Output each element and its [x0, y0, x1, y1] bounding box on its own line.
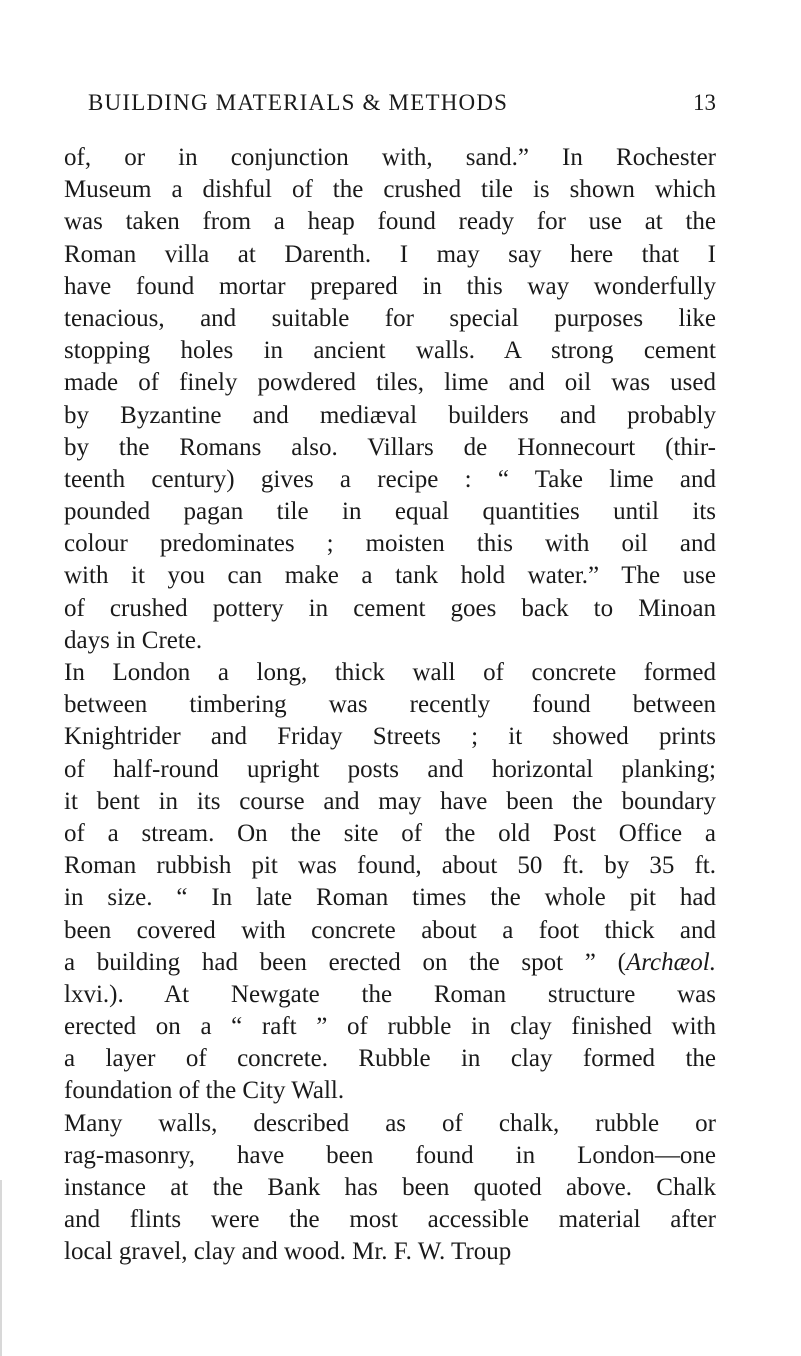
text-line: lxvi.). At Newgate the Roman structure was — [64, 980, 716, 1008]
page-edge-shadow — [0, 1180, 2, 1356]
text-line: pounded pagan tile in equal quantities until its — [64, 498, 716, 526]
text-line: Many walls, described as of chalk, rubble or — [64, 1109, 716, 1137]
text-line: erected on a “ raft ” of rubble in clay finished with — [64, 1013, 716, 1041]
text-line: by Byzantine and mediæval builders and probably — [64, 401, 716, 429]
running-head-title: BUILDING MATERIALS & METHODS — [88, 90, 509, 115]
text-line: a layer of concrete. Rubble in clay formed the — [64, 1045, 716, 1073]
text-line: Roman villa at Darenth. I may say here that I — [64, 240, 716, 268]
text-line: days in Crete. — [64, 626, 203, 654]
text-line: by the Romans also. Villars de Honnecourt (thir- — [64, 433, 716, 461]
text-line: it bent in its course and may have been the boundary — [64, 787, 716, 815]
text-line: instance at the Bank has been quoted above. Chalk — [64, 1174, 716, 1201]
text-line: stopping holes in ancient walls. A strong cement — [64, 337, 716, 365]
text-line: have found mortar prepared in this way wonderfully — [64, 272, 716, 300]
text-line: colour predominates ; moisten this with oil and — [64, 530, 716, 558]
text-segment: a building had been erected on the spot ” ( — [64, 948, 626, 976]
text-line: of a stream. On the site of the old Post Office a — [64, 819, 716, 847]
text-line: been covered with concrete about a foot thick and — [64, 916, 716, 944]
text-line: tenacious, and suitable for special purposes like — [64, 304, 716, 332]
text-line: of crushed pottery in cement goes back to Minoan — [64, 594, 716, 622]
text-line: Museum a dishful of the crushed tile is shown which — [64, 176, 716, 204]
running-head — [88, 90, 716, 124]
text-line: between timbering was recently found between — [64, 691, 716, 719]
text-line: and flints were the most accessible material after — [64, 1206, 716, 1234]
text-line: rag-masonry, have been found in London—one — [64, 1141, 716, 1169]
text-line-with-citation — [64, 947, 716, 979]
text-line: local gravel, clay and wood. Mr. F. W. Troup — [64, 1238, 512, 1266]
body-text — [64, 142, 716, 1269]
text-line: in size. “ In late Roman times the whole pit had — [64, 884, 716, 912]
text-line: Roman rubbish pit was found, about 50 ft. by 35 ft. — [64, 852, 716, 880]
text-line: In London a long, thick wall of concrete formed — [64, 659, 716, 686]
text-line: foundation of the City Wall. — [64, 1077, 345, 1105]
text-line: with it you can make a tank hold water.” The use — [64, 562, 716, 590]
text-line: made of finely powdered tiles, lime and oil was used — [64, 369, 716, 397]
text-line: of half-round upright posts and horizontal planking; — [64, 755, 716, 783]
citation-italic: Archæol. — [625, 948, 716, 976]
text-line: teenth century) gives a recipe : “ Take lime and — [64, 465, 716, 493]
text-line: of, or in conjunction with, sand.” In Rochester — [64, 144, 716, 171]
text-line: Knightrider and Friday Streets ; it showed prints — [64, 723, 716, 751]
text-line: was taken from a heap found ready for use at the — [64, 208, 716, 236]
page-number: 13 — [693, 90, 716, 115]
